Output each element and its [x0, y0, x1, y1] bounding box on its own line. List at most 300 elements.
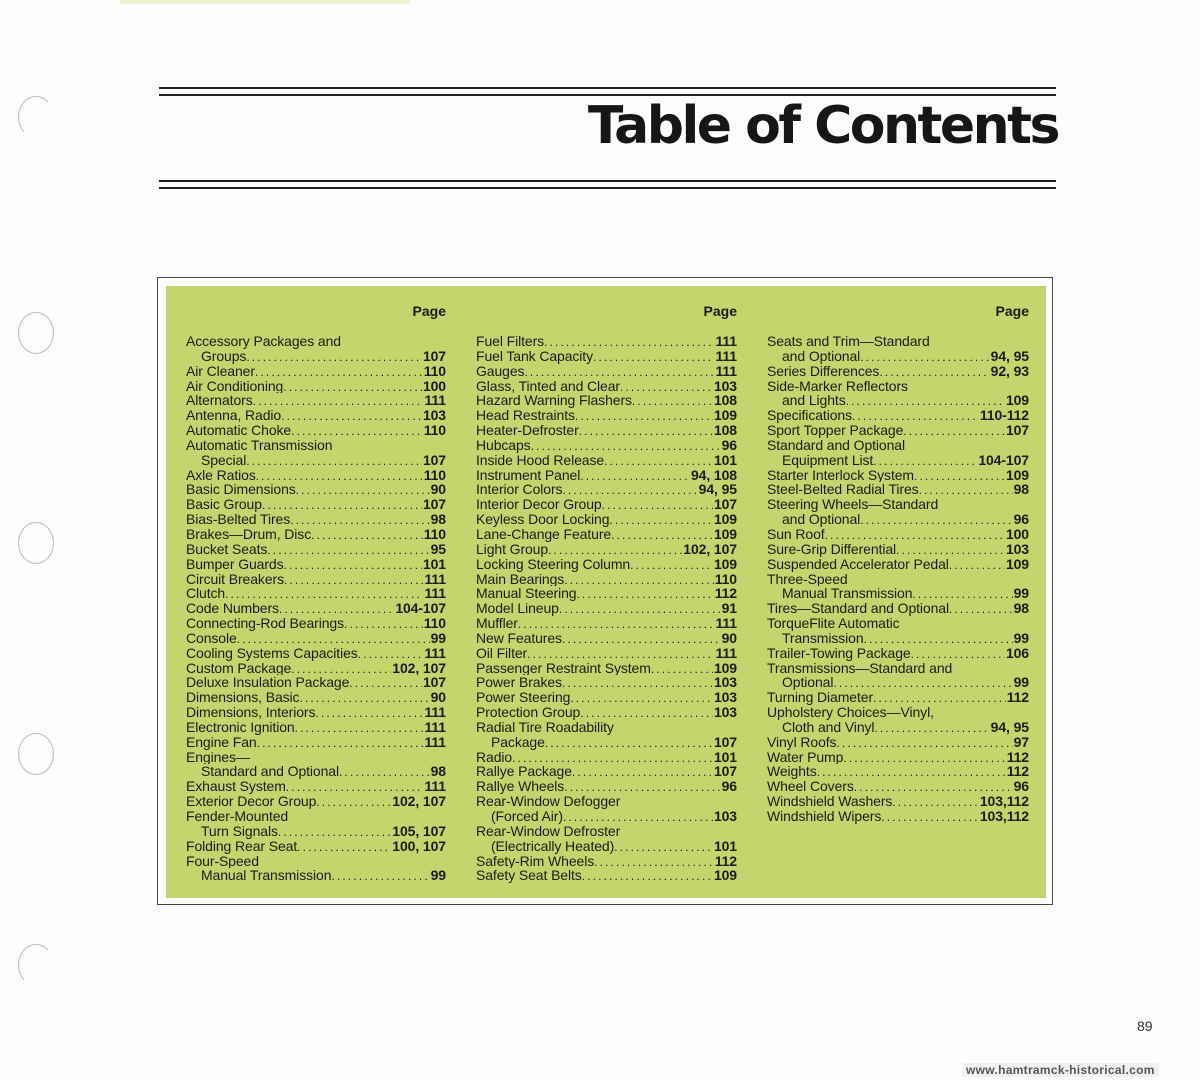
- dot-leader: [559, 601, 721, 616]
- toc-entry: [767, 423, 1029, 438]
- toc-entry-page: 110-112: [979, 408, 1029, 424]
- toc-entry-page: 100, 107: [392, 838, 446, 854]
- toc-entry-title: Manual Transmission: [201, 868, 332, 884]
- toc-entry-title: Muffler: [476, 616, 518, 631]
- toc-entry: [476, 542, 737, 557]
- toc-entry: [767, 616, 1029, 631]
- toc-entry-title: Specifications: [767, 408, 852, 424]
- toc-entry: [767, 453, 1029, 468]
- toc-entry: [476, 453, 737, 468]
- toc-entry-title: Hubcaps: [476, 437, 531, 453]
- binder-hole-4: [18, 733, 54, 775]
- dot-leader: [284, 557, 422, 572]
- toc-entry-title: Power Steering: [476, 690, 571, 706]
- toc-entry: [186, 675, 446, 690]
- toc-entry-page: 103: [422, 408, 446, 424]
- toc-entry-title: Rear-Window Defogger: [476, 794, 621, 809]
- toc-entry-page: 110: [423, 467, 446, 483]
- toc-entry-title: Rear-Window Defroster: [476, 823, 621, 839]
- toc-entry: [767, 690, 1029, 705]
- dot-leader: [315, 705, 423, 720]
- dot-leader: [297, 839, 391, 854]
- toc-entry-title: Transmission: [782, 630, 864, 646]
- dot-leader: [563, 809, 713, 824]
- toc-entry-title: Gauges: [476, 363, 525, 379]
- dot-leader: [572, 764, 713, 779]
- dot-leader: [316, 794, 391, 809]
- toc-entry-page: 109: [713, 408, 737, 424]
- toc-entry: [767, 572, 1029, 587]
- toc-entry: [476, 735, 737, 750]
- toc-entry: [767, 631, 1029, 646]
- toc-entry: [186, 631, 446, 646]
- page-number: 89: [1137, 1018, 1153, 1034]
- toc-entry-page: 103: [713, 809, 737, 824]
- toc-entry: [476, 364, 737, 379]
- dot-leader: [896, 542, 1005, 557]
- toc-entry-title: Starter Interlock System: [767, 467, 914, 483]
- toc-entry-page: 100: [1005, 526, 1029, 542]
- toc-entry: [186, 868, 446, 883]
- toc-entry: [767, 720, 1029, 735]
- toc-entry-page: 109: [713, 526, 737, 542]
- toc-entry-page: 111: [424, 719, 446, 735]
- toc-entry-title: Passenger Restraint System: [476, 660, 651, 676]
- toc-entry-page: 107: [422, 497, 446, 513]
- toc-entry: [476, 572, 737, 587]
- toc-entry-title: Vinyl Roofs: [767, 734, 837, 750]
- dot-leader: [611, 527, 713, 542]
- dot-leader: [593, 349, 714, 364]
- toc-entry-title: (Forced Air): [491, 809, 563, 824]
- toc-entry-title: Fender-Mounted: [186, 809, 289, 824]
- toc-entry-title: Seats and Trim—Standard: [767, 334, 930, 349]
- dot-leader: [225, 586, 423, 601]
- toc-entry-page: 110: [423, 616, 446, 631]
- toc-entry-page: 110: [423, 423, 446, 438]
- toc-entry-page: 98: [430, 512, 446, 527]
- toc-column-1: [186, 289, 446, 883]
- toc-entry-page: 104-107: [978, 452, 1029, 468]
- toc-entry-title: Rallye Package: [476, 764, 572, 780]
- toc-entry: [186, 720, 446, 735]
- dot-leader: [852, 408, 979, 423]
- toc-entry-title: Safety Seat Belts: [476, 868, 582, 884]
- dot-leader: [545, 735, 713, 750]
- dot-leader: [311, 527, 423, 542]
- toc-entry: [767, 646, 1029, 661]
- toc-entry: [476, 468, 737, 483]
- toc-entry: [476, 497, 737, 512]
- dot-leader: [253, 393, 424, 408]
- toc-entry: [186, 557, 446, 572]
- dot-leader: [833, 675, 1012, 690]
- dot-leader: [562, 631, 721, 646]
- toc-entry: [186, 423, 446, 438]
- page-column-header: Page: [703, 303, 737, 319]
- toc-entry-page: 103,112: [979, 809, 1029, 824]
- dot-leader: [278, 824, 391, 839]
- dot-leader: [531, 438, 721, 453]
- dot-leader: [854, 779, 1013, 794]
- toc-entry-page: 96: [1013, 779, 1029, 795]
- toc-entry-title: Light Group: [476, 541, 549, 557]
- toc-entry-page: 90: [430, 690, 446, 706]
- toc-entry-title: Steering Wheels—Standard: [767, 497, 939, 513]
- toc-entry-title: Fuel Filters: [476, 334, 545, 349]
- dot-leader: [630, 557, 713, 572]
- toc-entry: [186, 393, 446, 408]
- toc-entry-page: 103: [713, 675, 737, 691]
- dot-leader: [860, 349, 989, 364]
- toc-entry-page: 111: [715, 645, 737, 661]
- toc-entry: [767, 408, 1029, 423]
- toc-entry-title: Dimensions, Interiors: [186, 705, 316, 720]
- toc-entry-page: 107: [713, 734, 737, 750]
- toc-entry-title: Safety-Rim Wheels: [476, 853, 595, 869]
- dot-leader: [518, 616, 715, 631]
- toc-entry: [476, 557, 737, 572]
- toc-entry: [767, 809, 1029, 824]
- toc-entry-page: 109: [1005, 556, 1029, 572]
- toc-entry: [476, 423, 737, 438]
- toc-entry: [767, 557, 1029, 572]
- toc-entry-title: New Features: [476, 630, 562, 646]
- dot-leader: [283, 379, 422, 394]
- toc-entry-page: 112: [1006, 764, 1029, 780]
- toc-entry: [767, 349, 1029, 364]
- toc-entry: [476, 868, 737, 883]
- toc-entry-title: Circuit Breakers: [186, 571, 284, 587]
- toc-entry: [767, 586, 1029, 601]
- toc-entry: [476, 690, 737, 705]
- dot-leader: [846, 393, 1005, 408]
- toc-entry-title: TorqueFlite Automatic: [767, 616, 900, 631]
- toc-entry: [186, 438, 446, 453]
- toc-entry: [476, 601, 737, 616]
- toc-entry-page: 94, 108: [690, 467, 737, 483]
- top-edge-strip: [120, 0, 410, 4]
- toc-entry-title: Manual Steering: [476, 586, 577, 602]
- dot-leader: [843, 750, 1005, 765]
- toc-entry-page: 104-107: [395, 601, 446, 617]
- dot-leader: [602, 497, 713, 512]
- toc-entry: [476, 379, 737, 394]
- dot-leader: [262, 497, 422, 512]
- dot-leader: [594, 854, 714, 869]
- watermark: www.hamtramck-historical.com: [962, 1063, 1159, 1077]
- dot-leader: [879, 364, 989, 379]
- toc-entry-page: 103,112: [979, 794, 1029, 809]
- toc-entry-page: 99: [1013, 630, 1029, 646]
- toc-entry: [186, 586, 446, 601]
- toc-entry: [767, 393, 1029, 408]
- toc-entry-title: Equipment List: [782, 452, 874, 468]
- toc-entry-page: 98: [1013, 601, 1029, 617]
- toc-entry-title: Weights: [767, 764, 817, 780]
- toc-entry-title: Basic Dimensions: [186, 482, 296, 498]
- toc-entry-title: Package: [491, 734, 545, 750]
- toc-entry-page: 110: [423, 526, 446, 542]
- binder-hole-3: [18, 522, 54, 564]
- dot-leader: [562, 675, 713, 690]
- toc-entry: [767, 779, 1029, 794]
- dot-leader: [836, 735, 1012, 750]
- toc-entry-page: 109: [713, 660, 737, 676]
- dot-leader: [267, 542, 429, 557]
- toc-entry: [186, 616, 446, 631]
- toc-entry-title: Connecting-Rod Bearings: [186, 616, 345, 631]
- dot-leader: [562, 482, 697, 497]
- dot-leader: [524, 364, 714, 379]
- dot-leader: [903, 423, 1005, 438]
- toc-entry: [186, 379, 446, 394]
- toc-entry: [767, 750, 1029, 765]
- toc-entry-title: Basic Group: [186, 497, 262, 513]
- dot-leader: [575, 408, 713, 423]
- toc-entry: [767, 601, 1029, 616]
- toc-entry-page: 101: [422, 556, 446, 572]
- toc-entries: [767, 334, 1029, 824]
- toc-entry-title: Interior Colors: [476, 482, 563, 498]
- toc-entry-title: Manual Transmission: [782, 586, 913, 602]
- toc-entry-page: 106: [1005, 645, 1029, 661]
- toc-entry-title: Windshield Wipers: [767, 809, 882, 824]
- toc-entry-title: Deluxe Insulation Package: [186, 675, 350, 691]
- toc-entry-page: 103: [713, 378, 737, 394]
- toc-column-3: [767, 289, 1029, 824]
- toc-entry-page: 111: [424, 393, 446, 409]
- toc-entry-page: 94, 95: [990, 719, 1029, 735]
- toc-entry-title: Alternators: [186, 393, 253, 409]
- toc-entry-title: Radial Tire Roadability: [476, 719, 614, 735]
- toc-entry: [476, 809, 737, 824]
- toc-entry-title: Rallye Wheels: [476, 779, 565, 795]
- toc-entry-title: Optional: [782, 675, 834, 691]
- dot-leader: [286, 779, 424, 794]
- dot-leader: [257, 735, 424, 750]
- toc-entry-page: 96: [721, 779, 737, 795]
- toc-entry-title: Model Lineup: [476, 601, 559, 617]
- toc-entry: [186, 839, 446, 854]
- toc-entry-title: Standard and Optional: [767, 437, 906, 453]
- title-rule-top-1: [159, 87, 1056, 89]
- toc-entry-title: Radio: [476, 749, 513, 765]
- dot-leader: [246, 349, 422, 364]
- dot-leader: [284, 572, 424, 587]
- toc-entry-page: 109: [713, 512, 737, 527]
- toc-entry-title: Interior Decor Group: [476, 497, 602, 513]
- toc-entry-title: Suspended Accelerator Pedal: [767, 556, 949, 572]
- toc-entry-title: Protection Group: [476, 705, 581, 720]
- toc-entry-title: Main Bearings: [476, 571, 565, 587]
- dot-leader: [296, 482, 430, 497]
- toc-entry-title: Exterior Decor Group: [186, 794, 317, 809]
- dot-leader: [281, 408, 422, 423]
- toc-entry: [767, 482, 1029, 497]
- dot-leader: [864, 631, 1013, 646]
- toc-entry-title: Cooling Systems Capacities: [186, 645, 358, 661]
- toc-entry-page: 107: [422, 348, 446, 364]
- toc-entry: [186, 764, 446, 779]
- toc-entry-title: Console: [186, 630, 237, 646]
- toc-entry-page: 101: [713, 749, 737, 765]
- toc-entry: [767, 364, 1029, 379]
- toc-entry-title: Cloth and Vinyl: [782, 719, 875, 735]
- toc-entry: [476, 824, 737, 839]
- toc-entry-title: Fuel Tank Capacity: [476, 348, 594, 364]
- toc-entry: [186, 512, 446, 527]
- toc-entry: [767, 438, 1029, 453]
- toc-entry-page: 111: [424, 705, 446, 720]
- dot-leader: [237, 631, 430, 646]
- toc-entry-page: 112: [714, 853, 737, 869]
- dot-leader: [632, 393, 713, 408]
- dot-leader: [620, 379, 713, 394]
- dot-leader: [604, 453, 713, 468]
- toc-entry-title: Standard and Optional: [201, 764, 340, 780]
- toc-entry: [186, 349, 446, 364]
- dot-leader: [911, 646, 1005, 661]
- dot-leader: [512, 750, 713, 765]
- toc-entry-page: 110: [423, 363, 446, 379]
- toc-entry: [476, 839, 737, 854]
- toc-entry-page: 111: [424, 734, 446, 750]
- toc-entry-page: 109: [713, 868, 737, 884]
- toc-entry: [186, 750, 446, 765]
- dot-leader: [544, 334, 714, 349]
- toc-entry: [186, 824, 446, 839]
- toc-entry-page: 107: [713, 497, 737, 513]
- toc-entry-title: and Optional: [782, 348, 861, 364]
- dot-leader: [576, 586, 713, 601]
- toc-entry-page: 99: [430, 868, 446, 884]
- toc-entry-title: Side-Marker Reflectors: [767, 378, 908, 394]
- dot-leader: [290, 512, 430, 527]
- toc-entry-page: 105, 107: [392, 823, 446, 839]
- toc-entry: [767, 764, 1029, 779]
- dot-leader: [881, 809, 979, 824]
- toc-entry: [186, 364, 446, 379]
- toc-entry-title: Transmissions—Standard and: [767, 660, 953, 676]
- toc-entry-page: 96: [1013, 512, 1029, 527]
- toc-entry-page: 99: [1013, 675, 1029, 691]
- dot-leader: [564, 779, 720, 794]
- toc-entry-title: Automatic Transmission: [186, 437, 333, 453]
- toc-entry-page: 102, 107: [392, 794, 446, 809]
- toc-entry-title: Antenna, Radio: [186, 408, 282, 424]
- toc-entry-title: Trailer-Towing Package: [767, 645, 911, 661]
- toc-entry-title: Folding Rear Seat: [186, 838, 298, 854]
- toc-entry: [476, 661, 737, 676]
- toc-entry: [767, 512, 1029, 527]
- toc-entry: [767, 675, 1029, 690]
- dot-leader: [580, 468, 690, 483]
- toc-entry: [186, 854, 446, 869]
- toc-entry: [767, 735, 1029, 750]
- toc-entry-page: 94, 95: [698, 482, 737, 498]
- toc-entry: [476, 616, 737, 631]
- toc-entry-page: 111: [424, 586, 446, 602]
- toc-entry-title: Inside Hood Release: [476, 452, 605, 468]
- toc-entry: [476, 334, 737, 349]
- toc-entry-page: 102, 107: [683, 541, 737, 557]
- dot-leader: [614, 839, 713, 854]
- toc-entries: [476, 334, 737, 883]
- dot-leader: [339, 764, 430, 779]
- dot-leader: [246, 453, 422, 468]
- toc-entry: [186, 779, 446, 794]
- toc-entry-title: Sure-Grip Differential: [767, 541, 897, 557]
- toc-entry-title: Accessory Packages and: [186, 334, 341, 349]
- toc-entry-page: 111: [424, 779, 446, 795]
- dot-leader: [256, 468, 423, 483]
- toc-entry-page: 111: [715, 363, 737, 379]
- dot-leader: [291, 423, 423, 438]
- toc-entry: [767, 497, 1029, 512]
- toc-entry-title: Turn Signals: [201, 823, 278, 839]
- dot-leader: [344, 616, 423, 631]
- dot-leader: [564, 572, 714, 587]
- toc-entry-title: Windshield Washers: [767, 794, 893, 809]
- dot-leader: [860, 512, 1012, 527]
- toc-entry: [476, 750, 737, 765]
- toc-entry: [476, 586, 737, 601]
- toc-entry-title: Locking Steering Column: [476, 556, 631, 572]
- toc-entry: [186, 646, 446, 661]
- toc-entry-title: Dimensions, Basic: [186, 690, 300, 706]
- toc-entry-page: 108: [713, 393, 737, 409]
- dot-leader: [817, 764, 1006, 779]
- dot-leader: [255, 364, 423, 379]
- toc-entry: [476, 675, 737, 690]
- page-column-header: Page: [995, 303, 1029, 319]
- toc-entry-page: 107: [422, 675, 446, 691]
- toc-entry-title: Hazard Warning Flashers: [476, 393, 632, 409]
- dot-leader: [331, 868, 429, 883]
- toc-entry: [186, 468, 446, 483]
- toc-entry-page: 112: [1006, 690, 1029, 706]
- toc-entry: [476, 393, 737, 408]
- toc-entry-page: 99: [1013, 586, 1029, 602]
- page-title: Table of Contents: [587, 96, 1058, 156]
- binder-hole-2: [18, 312, 54, 354]
- toc-entry: [476, 764, 737, 779]
- toc-entry: [767, 705, 1029, 720]
- toc-entry: [186, 497, 446, 512]
- toc-entry-page: 111: [715, 348, 737, 364]
- toc-entry-title: Engines—: [186, 749, 250, 765]
- toc-entry-page: 102, 107: [392, 660, 446, 676]
- toc-entry-page: 94, 95: [990, 348, 1029, 364]
- toc-entry-title: Custom Package: [186, 660, 292, 676]
- toc-entry-title: Clutch: [186, 586, 226, 602]
- toc-entry: [767, 794, 1029, 809]
- toc-entry-page: 109: [1005, 393, 1029, 409]
- dot-leader: [299, 690, 429, 705]
- toc-entry-page: 103: [713, 705, 737, 720]
- toc-entry-title: Bias-Belted Tires: [186, 512, 291, 527]
- toc-entry-title: and Optional: [782, 512, 861, 527]
- toc-entry-page: 95: [430, 541, 446, 557]
- dot-leader: [527, 646, 714, 661]
- toc-entry: [476, 794, 737, 809]
- toc-entry-title: Bucket Seats: [186, 541, 268, 557]
- dot-leader: [892, 794, 979, 809]
- dot-leader: [295, 720, 424, 735]
- toc-entry-title: Keyless Door Locking: [476, 512, 610, 527]
- toc-entry: [476, 482, 737, 497]
